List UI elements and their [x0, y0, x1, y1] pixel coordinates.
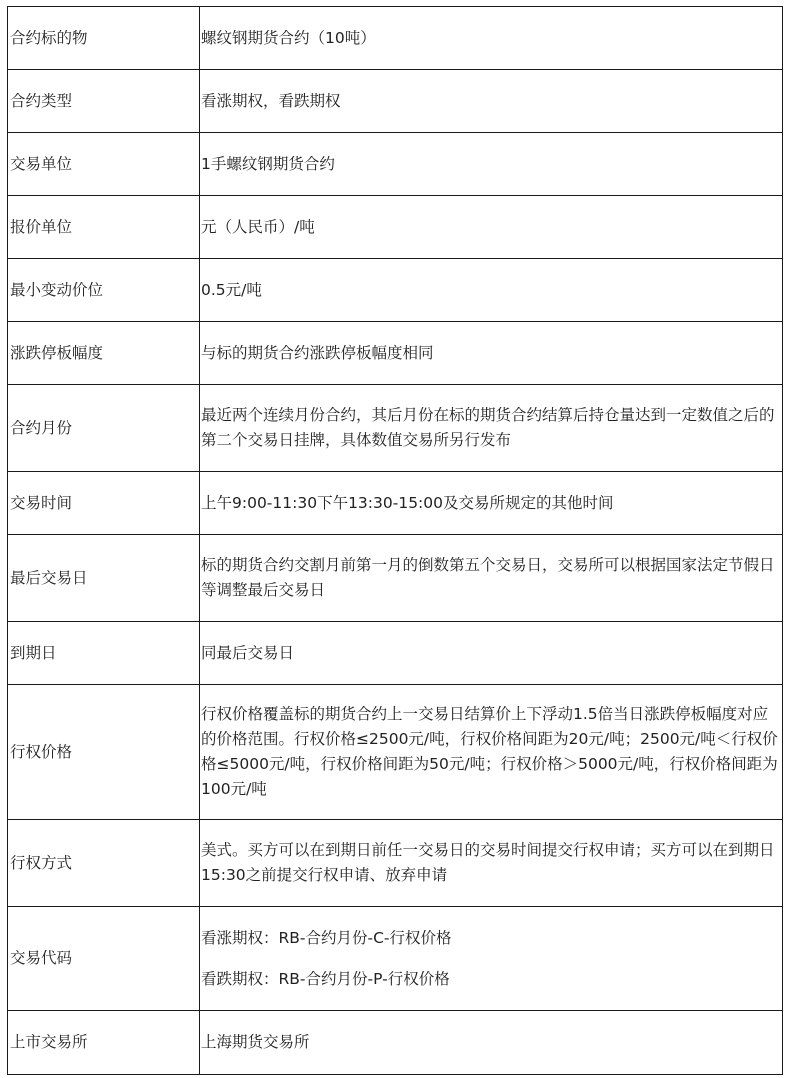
table-row — [8, 133, 783, 196]
row-value — [200, 535, 783, 622]
row-value — [200, 385, 783, 472]
table-row — [8, 685, 783, 820]
value-line: 上午9:00-11:30下午13:30-15:00及交易所规定的其他时间 — [201, 493, 614, 512]
table-row — [8, 70, 783, 133]
table-row — [8, 1011, 783, 1075]
row-value — [200, 322, 783, 385]
row-value — [200, 820, 783, 907]
value-line: 标的期货合约交割月前第一月的倒数第五个交易日，交易所可以根据国家法定节假日等调整最后交易日 — [201, 556, 775, 599]
value-line: 元（人民币）/吨 — [201, 217, 315, 236]
row-value — [200, 259, 783, 322]
contract-spec-table — [7, 6, 783, 1075]
value-line: 行权价格覆盖标的期货合约上一交易日结算价上下浮动1.5倍当日涨跌停板幅度对应的价格范围。行权价格≤2500元/吨，行权价格间距为20元/吨；2500元/吨＜行权价格≤5000元/吨，行权价格间距为50元/吨；行权价格＞5000元/吨，行权价格间距为100元/吨 — [201, 705, 778, 798]
table-row — [8, 472, 783, 535]
spec-table-body — [8, 7, 783, 1075]
table-row — [8, 907, 783, 1011]
row-label: 上市交易所 — [8, 1011, 200, 1075]
row-label: 交易单位 — [8, 133, 200, 196]
table-row — [8, 259, 783, 322]
row-label: 合约月份 — [8, 385, 200, 472]
row-label: 最小变动价位 — [8, 259, 200, 322]
table-row — [8, 322, 783, 385]
row-label: 涨跌停板幅度 — [8, 322, 200, 385]
value-line: 螺纹钢期货合约（10吨） — [201, 28, 376, 47]
value-line: 同最后交易日 — [201, 643, 295, 662]
value-line: 看涨期权，看跌期权 — [201, 91, 341, 110]
row-label: 行权价格 — [8, 685, 200, 820]
value-line: 上海期货交易所 — [201, 1033, 310, 1051]
value-line: 0.5元/吨 — [201, 280, 262, 299]
table-row — [8, 7, 783, 70]
row-value — [200, 907, 783, 1011]
value-line: 看涨期权：RB-合约月份-C-行权价格 — [201, 928, 452, 947]
row-label: 交易代码 — [8, 907, 200, 1011]
table-row — [8, 196, 783, 259]
row-value — [200, 622, 783, 685]
row-value — [200, 70, 783, 133]
row-value — [200, 472, 783, 535]
value-line: 看跌期权：RB-合约月份-P-行权价格 — [201, 969, 450, 988]
table-row — [8, 820, 783, 907]
value-line: 最近两个连续月份合约，其后月份在标的期货合约结算后持仓量达到一定数值之后的第二个交易日挂牌，具体数值交易所另行发布 — [201, 406, 775, 449]
row-value — [200, 196, 783, 259]
table-row — [8, 385, 783, 472]
row-value — [200, 1011, 783, 1075]
table-row — [8, 535, 783, 622]
row-value — [200, 685, 783, 820]
value-line: 与标的期货合约涨跌停板幅度相同 — [201, 343, 434, 362]
value-line: 美式。买方可以在到期日前任一交易日的交易时间提交行权申请；买方可以在到期日15:30之前提交行权申请、放弃申请 — [201, 841, 775, 884]
row-label: 最后交易日 — [8, 535, 200, 622]
row-label: 合约类型 — [8, 70, 200, 133]
row-label: 行权方式 — [8, 820, 200, 907]
table-row — [8, 622, 783, 685]
row-label: 报价单位 — [8, 196, 200, 259]
row-value — [200, 7, 783, 70]
row-label: 合约标的物 — [8, 7, 200, 70]
row-label: 到期日 — [8, 622, 200, 685]
row-label: 交易时间 — [8, 472, 200, 535]
value-line: 1手螺纹钢期货合约 — [201, 154, 335, 173]
row-value — [200, 133, 783, 196]
